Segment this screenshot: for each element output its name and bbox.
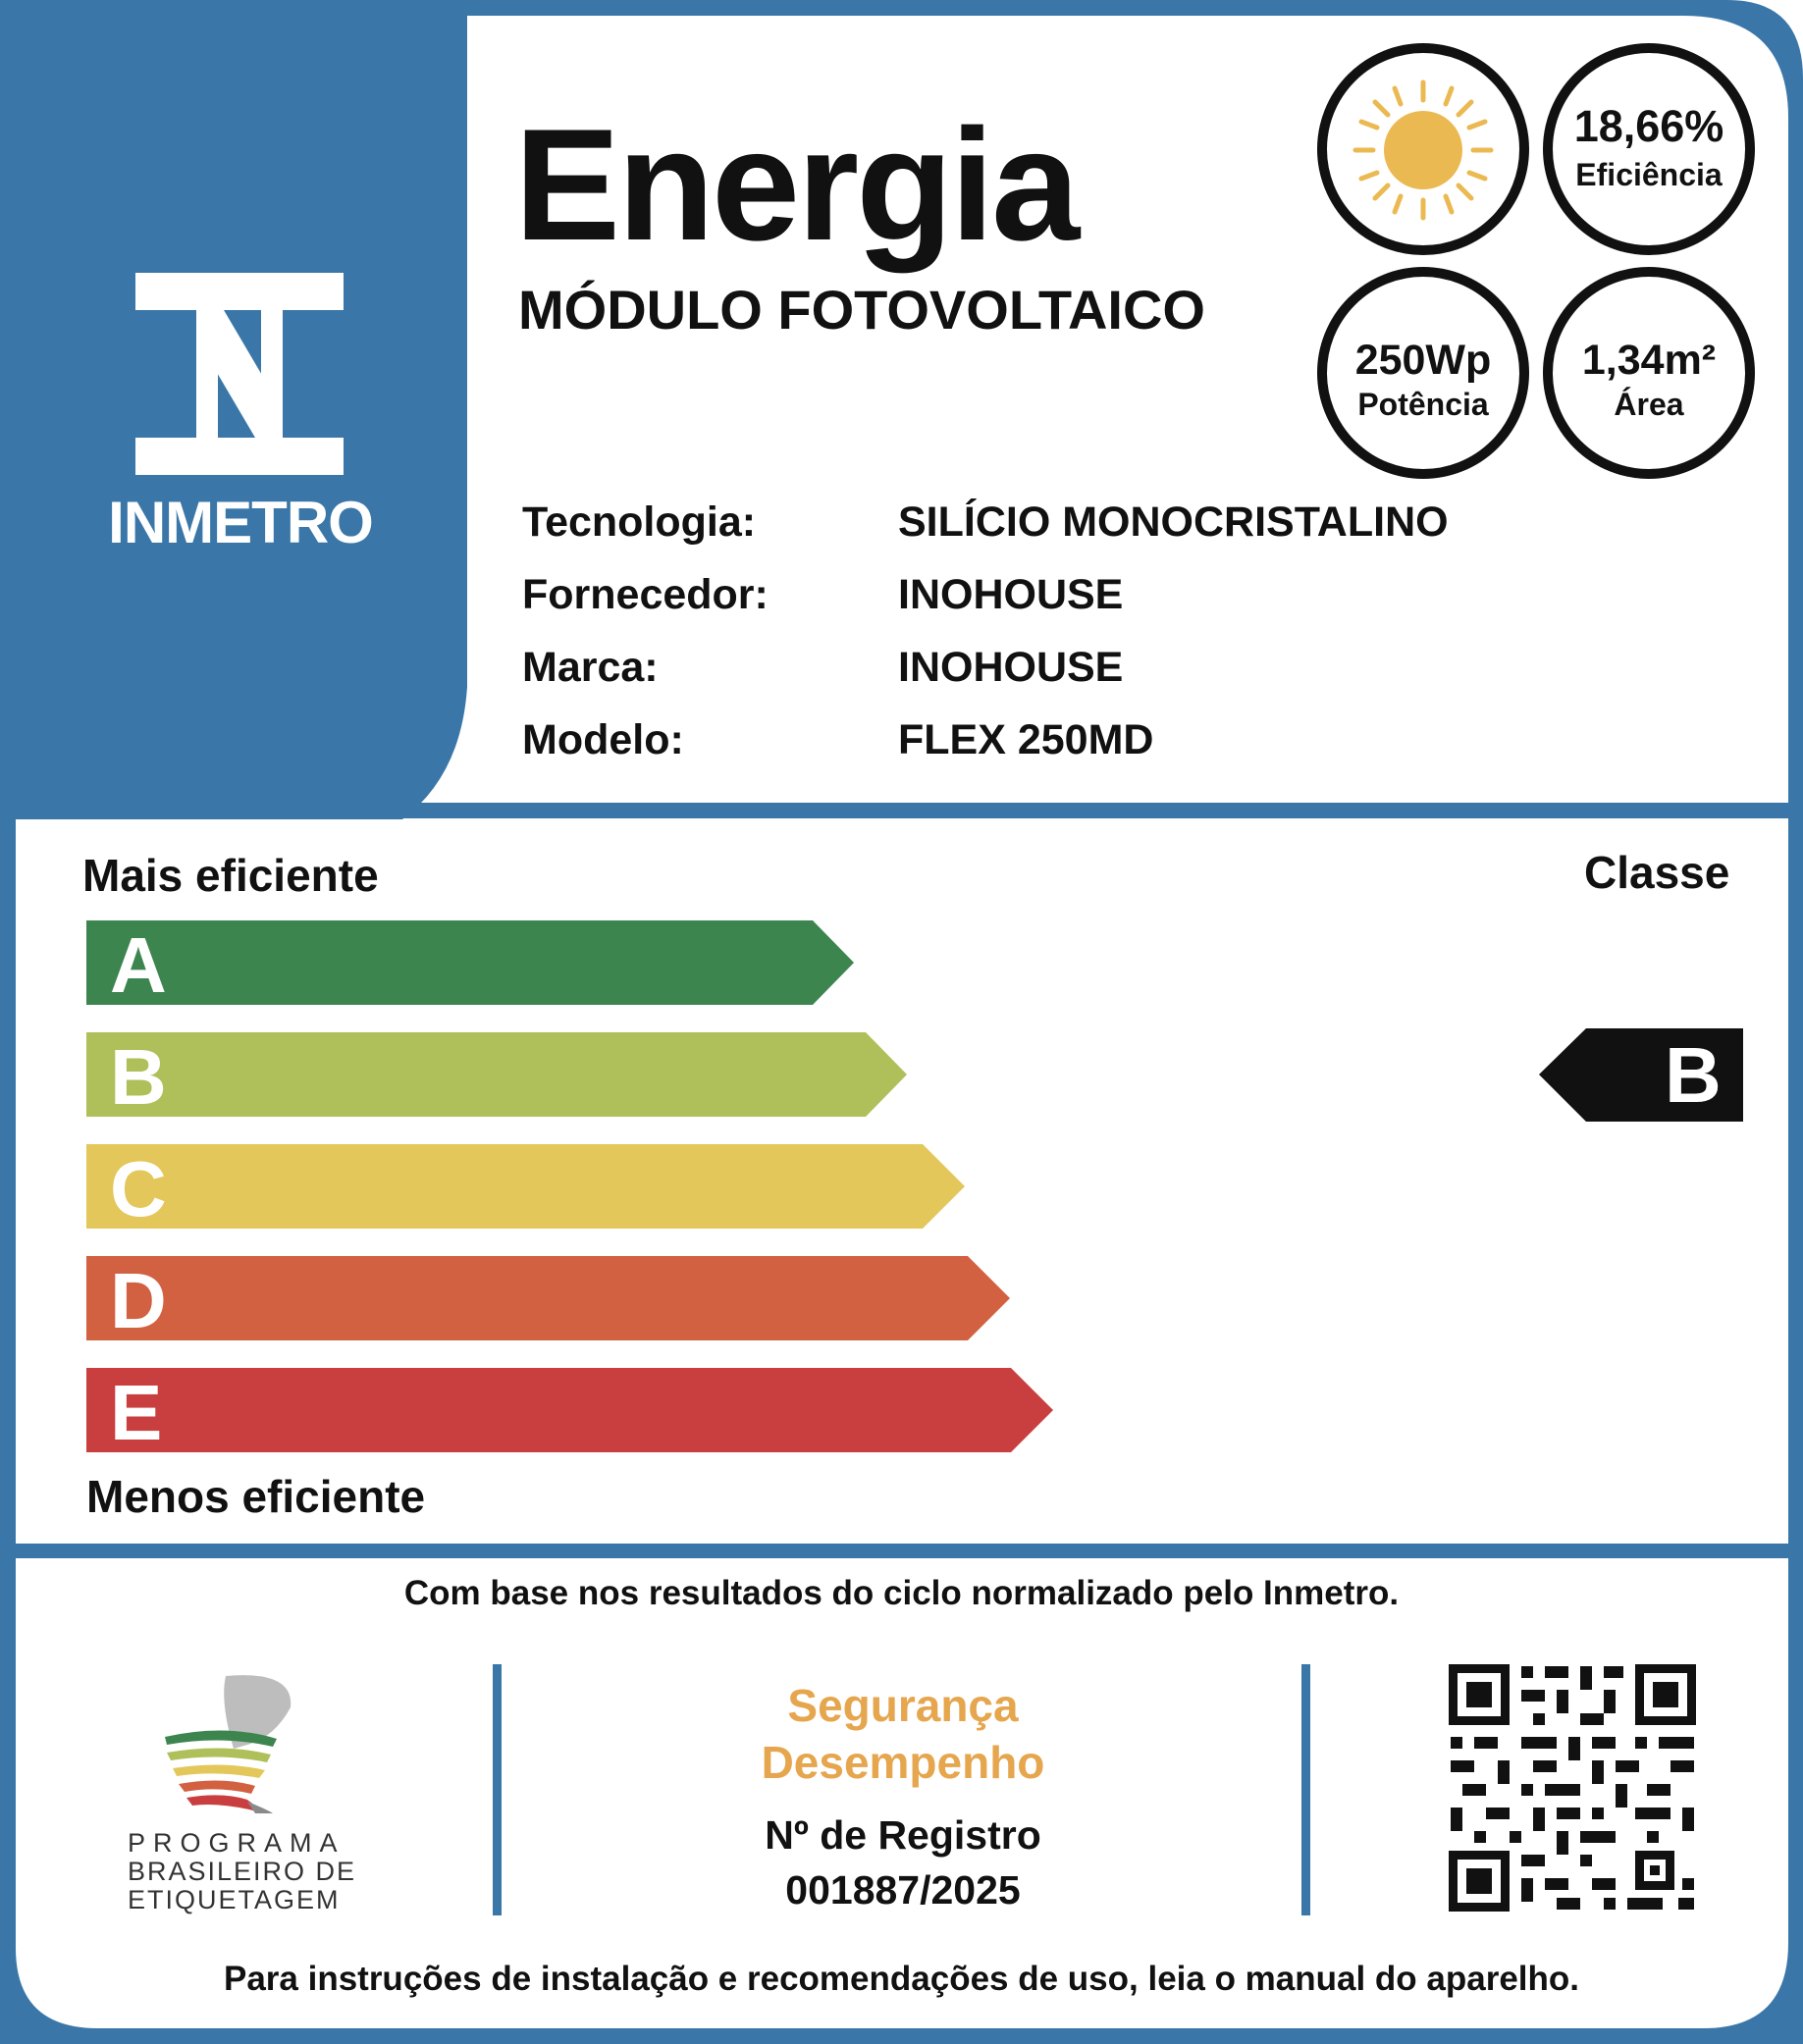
scale-letter-e: E [110,1369,163,1456]
pbe-text-line-1: PROGRAMA [128,1828,345,1858]
inmetro-logo-text: INMETRO [108,490,373,555]
product-type: MÓDULO FOTOVOLTAICO [518,279,1205,341]
efficiency-label: Eficiência [1575,157,1723,192]
power-label: Potência [1357,387,1489,422]
power-value: 250Wp [1354,337,1492,384]
spec-value-fornecedor: INOHOUSE [898,571,1124,618]
scale-letter-b: B [110,1033,167,1121]
page-title: Energia [514,96,1078,274]
pbe-text-line-2: BRASILEIRO DE [128,1857,357,1886]
scale-letter-d: D [110,1257,167,1344]
spec-label-tecnologia: Tecnologia: [522,498,757,546]
basis-note: Com base nos resultados do ciclo normalizado pelo Inmetro. [403,1574,1400,1612]
spec-value-marca: INOHOUSE [898,644,1124,691]
selected-class-letter: B [1665,1031,1722,1119]
scale-letter-c: C [110,1145,167,1232]
registro-label: Nº de Registro [765,1812,1041,1858]
instructions-note: Para instruções de instalação e recomendações de uso, leia o manual do aparelho. [223,1960,1580,1998]
scale-bar-d [86,1256,1010,1344]
registro-number: 001887/2025 [785,1867,1021,1913]
scale-bar-a [86,920,854,1009]
seguranca-label: Segurança [787,1680,1019,1731]
spec-value-modelo: FLEX 250MD [898,716,1154,763]
scale-bottom-label: Menos eficiente [86,1471,426,1522]
efficiency-value: 18,66% [1573,101,1724,151]
spec-label-modelo: Modelo: [522,716,684,763]
class-header: Classe [1584,847,1730,898]
qr-code-icon[interactable] [1449,1664,1696,1912]
pbe-logo-icon [157,1668,304,1815]
scale-bar-b [86,1032,907,1121]
scale-bar-e [86,1368,1053,1456]
spec-value-tecnologia: SILÍCIO MONOCRISTALINO [898,498,1449,546]
spec-label-marca: Marca: [522,644,659,691]
scale-bar-c [86,1144,965,1232]
desempenho-label: Desempenho [761,1737,1045,1788]
area-label: Área [1614,387,1684,422]
scale-top-label: Mais eficiente [82,850,379,901]
spec-label-fornecedor: Fornecedor: [522,571,769,618]
pbe-text-line-3: ETIQUETAGEM [128,1885,341,1914]
area-value: 1,34m² [1581,337,1717,384]
scale-letter-a: A [110,921,167,1009]
